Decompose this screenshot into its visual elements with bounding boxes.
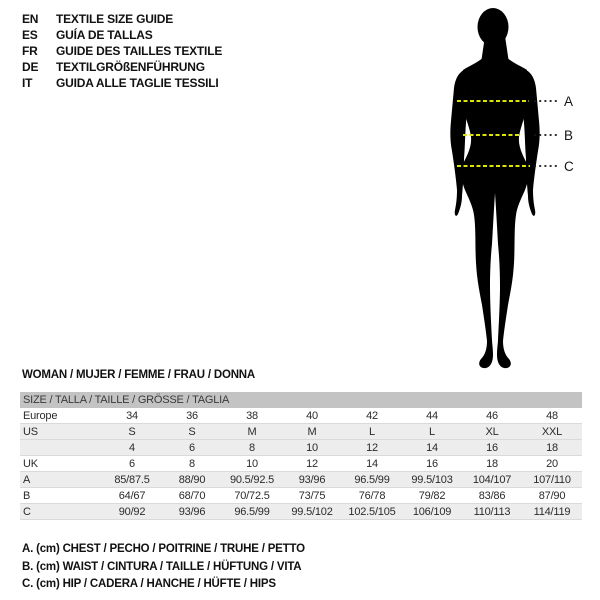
size-cell: 85/87.5: [114, 473, 150, 486]
table-row-europe: [20, 408, 582, 424]
size-cell: 36: [186, 409, 198, 422]
size-cell: 107/110: [533, 473, 571, 486]
woman-silhouette-svg: [430, 0, 600, 380]
size-cell: 4: [129, 441, 135, 454]
size-cell: 90.5/92.5: [229, 473, 275, 486]
size-cell: 42: [366, 409, 378, 422]
size-cell: 93/96: [298, 473, 326, 486]
legend-waist: B. (cm) WAIST / CINTURA / TAILLE / HÜFTUNG / VITA: [22, 560, 302, 573]
size-cell: 99.5/102: [291, 505, 333, 518]
language-list: [22, 11, 222, 91]
table-row-hip-c: [20, 504, 582, 520]
table-rows: [20, 408, 582, 520]
size-cell: XXL: [541, 425, 563, 438]
size-cell: 38: [246, 409, 258, 422]
size-table: [20, 392, 582, 520]
table-row-uk: [20, 456, 582, 472]
language-code: IT: [22, 76, 33, 90]
size-cell: 96.5/99: [234, 505, 270, 518]
legend-chest: A. (cm) CHEST / PECHO / POITRINE / TRUHE / PETTO: [22, 543, 305, 555]
silhouette-body: [461, 57, 529, 368]
language-row-es: [22, 27, 222, 43]
size-cell: 90/92: [118, 505, 146, 518]
size-cell: 93/96: [178, 505, 206, 518]
size-cell: L: [369, 425, 375, 438]
size-cell: S: [188, 425, 196, 438]
row-label: B: [23, 489, 31, 502]
language-row-it: [22, 75, 222, 91]
row-label: Europe: [23, 409, 58, 422]
size-cell: 110/113: [473, 505, 511, 518]
language-label: TEXTILE SIZE GUIDE: [56, 12, 174, 26]
size-cell: 96.5/99: [354, 473, 390, 486]
language-row-de: [22, 59, 222, 75]
size-cell: 8: [249, 441, 255, 454]
marker-label-c: C: [564, 159, 574, 174]
language-label: GUIDA ALLE TAGLIE TESSILI: [56, 76, 219, 90]
language-code: ES: [22, 28, 38, 42]
table-row-waist-b: [20, 488, 582, 504]
size-cell: 14: [366, 457, 378, 470]
language-row-fr: [22, 43, 222, 59]
size-cell: 18: [486, 457, 498, 470]
size-cell: 83/86: [478, 489, 506, 502]
size-cell: 44: [426, 409, 438, 422]
size-cell: 88/90: [178, 473, 206, 486]
size-cell: 106/109: [412, 505, 452, 518]
size-cell: 114/119: [533, 505, 571, 518]
size-cell: 46: [486, 409, 498, 422]
size-cell: 18: [546, 441, 558, 454]
size-cell: 99.5/103: [411, 473, 453, 486]
size-cell: 14: [426, 441, 438, 454]
table-row-us: [20, 424, 582, 440]
language-label: GUÍA DE TALLAS: [56, 28, 153, 42]
size-cell: 20: [546, 457, 558, 470]
size-cell: XL: [485, 425, 499, 438]
size-cell: 12: [366, 441, 378, 454]
marker-label-b: B: [564, 128, 574, 143]
row-label: UK: [23, 457, 38, 470]
section-title: WOMAN / MUJER / FEMME / FRAU / DONNA: [22, 369, 256, 381]
size-cell: 40: [306, 409, 318, 422]
language-label: GUIDE DES TAILLES TEXTILE: [56, 44, 223, 58]
language-row-en: [22, 11, 222, 27]
size-cell: 70/72.5: [234, 489, 270, 502]
size-cell: 6: [189, 441, 195, 454]
marker-label-a: A: [564, 94, 574, 109]
language-code: FR: [22, 44, 38, 58]
size-cell: 102.5/105: [348, 505, 396, 518]
size-cell: 76/78: [358, 489, 386, 502]
size-cell: 10: [246, 457, 258, 470]
size-cell: 16: [426, 457, 438, 470]
size-cell: 104/107: [472, 473, 512, 486]
row-label: US: [23, 425, 38, 438]
size-cell: 8: [189, 457, 195, 470]
size-cell: 6: [129, 457, 135, 470]
silhouette-right-arm: [524, 70, 540, 216]
row-label: A: [23, 473, 31, 486]
size-cell: M: [247, 425, 257, 438]
size-cell: 48: [546, 409, 558, 422]
language-code: EN: [22, 12, 39, 26]
size-cell: 73/75: [298, 489, 326, 502]
measurement-legend: [22, 541, 305, 594]
language-label: TEXTILGRÖßENFÜHRUNG: [56, 60, 205, 74]
size-cell: 64/67: [118, 489, 146, 502]
table-header: SIZE / TALLA / TAILLE / GRÖSSE / TAGLIA: [20, 392, 582, 408]
size-cell: 10: [306, 441, 318, 454]
row-label: C: [23, 505, 31, 518]
measurement-figure: [430, 0, 600, 380]
size-cell: 12: [306, 457, 318, 470]
silhouette-left-arm: [450, 70, 466, 216]
size-cell: M: [307, 425, 317, 438]
language-code: DE: [22, 60, 39, 74]
table-row-chest-a: [20, 472, 582, 488]
table-row-us-numeric: [20, 440, 582, 456]
size-cell: L: [429, 425, 435, 438]
size-cell: 68/70: [178, 489, 206, 502]
size-cell: 34: [126, 409, 138, 422]
size-cell: 16: [486, 441, 498, 454]
size-cell: S: [128, 425, 136, 438]
legend-hip: C. (cm) HIP / CADERA / HANCHE / HÜFTE / HIPS: [22, 578, 276, 590]
size-cell: 79/82: [418, 489, 446, 502]
size-cell: 87/90: [538, 489, 566, 502]
